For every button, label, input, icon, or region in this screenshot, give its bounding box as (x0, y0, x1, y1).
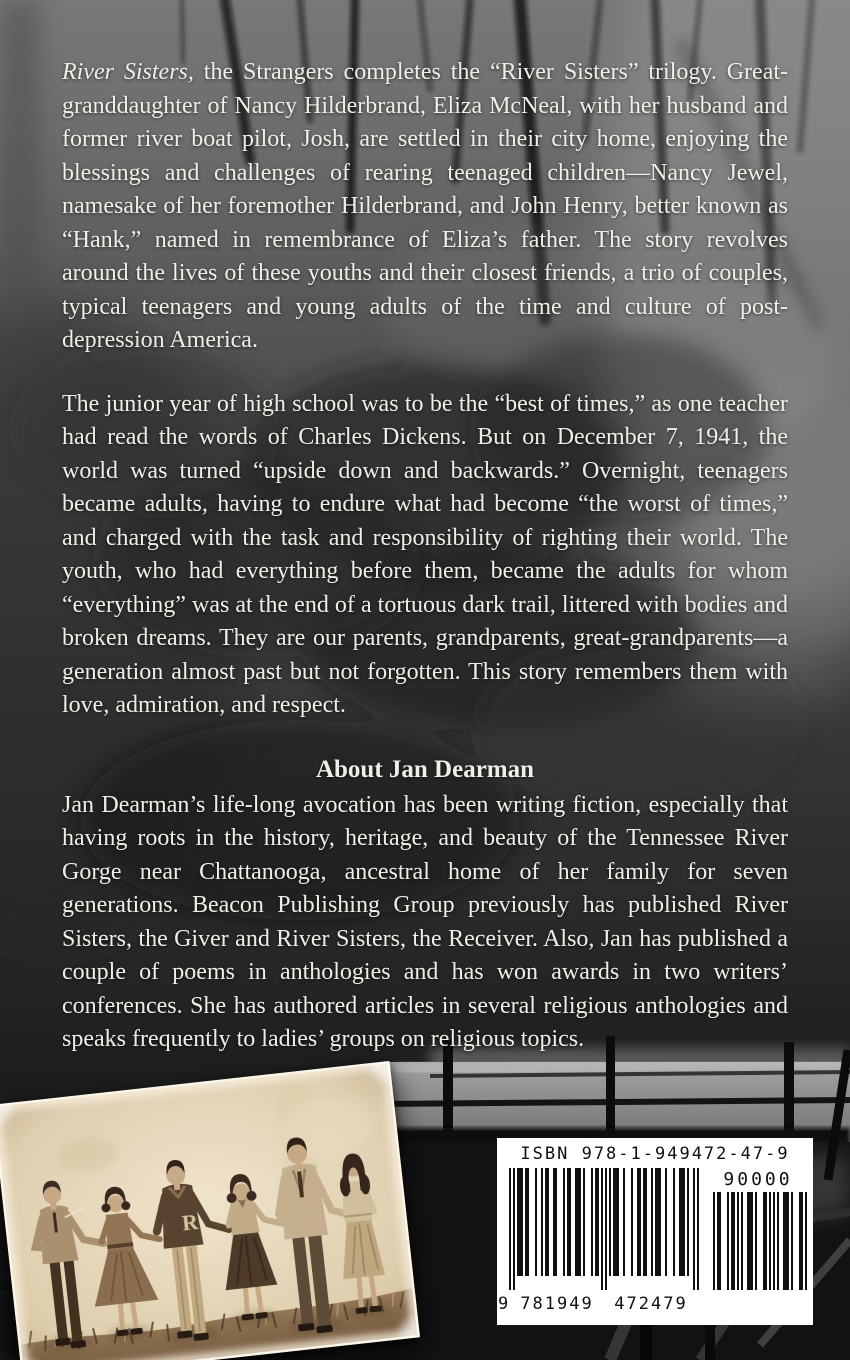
barcode-digit-lead: 9 (498, 1294, 509, 1314)
vintage-photo (0, 1061, 420, 1360)
barcode-art (497, 1138, 813, 1325)
about-paragraph: Jan Dearman’s life-long avocation has been writing fiction, especially that having roots in the history, heritage, and beauty of the Tennessee River Gorge near Chattanooga, ancestral home of her family for seven generations. Beacon Publishing Group previously has published River Sisters, the Giver and River Sisters, the Receiver. Also, Jan has published a couple of poems in anthologies and has won awards in two writers’ conferences. She has authored articles in several religious anthologies and speaks frequently to ladies’ groups on religious topics. (62, 791, 788, 1052)
synopsis-paragraph-2: The junior year of high school was to be the “best of times,” as one teacher had read the words of Charles Dickens. But on December 7, 1941, the world was turned “upside down and backwards.” Overnight, teenagers became adults, having to endure what had become “the worst of times,” and charged with the task and responsibility of righting their world. The youth, who had everything before them, became the adults for whom “everything” was at the end of a tortuous dark trail, littered with bodies and broken dreams. They are our parents, grandparents, great-grandparents—a generation almost past but not forgotten. This story remembers them with love, admiration, and respect. (62, 390, 788, 718)
addon-digits: 90000 (723, 1169, 793, 1190)
about-section-heading: About Jan Dearman (315, 755, 535, 783)
barcode-panel (497, 1138, 813, 1325)
book-title-italic: River Sisters, (62, 59, 194, 85)
synopsis-paragraph-1-text: the Strangers completes the “River Sisters” trilogy. Great-granddaughter of Nancy Hilderbrand, Eliza McNeal, with her husband and former river boat pilot, Josh, are settled in their city home, enjoying the blessings and challenges of rearing teenaged children—Nancy Jewel, namesake of her foremother Hilderbrand, and John Henry, better known as “Hank,” named in remembrance of Eliza’s father. The story revolves around the lives of these youths and their closest friends, a trio of couples, typical teenagers and young adults of the time and culture of post-depression America. (62, 59, 789, 353)
isbn-label: ISBN 978-1-949472-47-9 (520, 1144, 790, 1164)
barcode-digits-left: 781949 (520, 1294, 594, 1314)
vintage-photo-art (0, 1061, 420, 1360)
synopsis-paragraph-1 (62, 56, 788, 358)
barcode-digits-right: 472479 (614, 1294, 688, 1314)
synopsis-section (62, 56, 788, 1087)
